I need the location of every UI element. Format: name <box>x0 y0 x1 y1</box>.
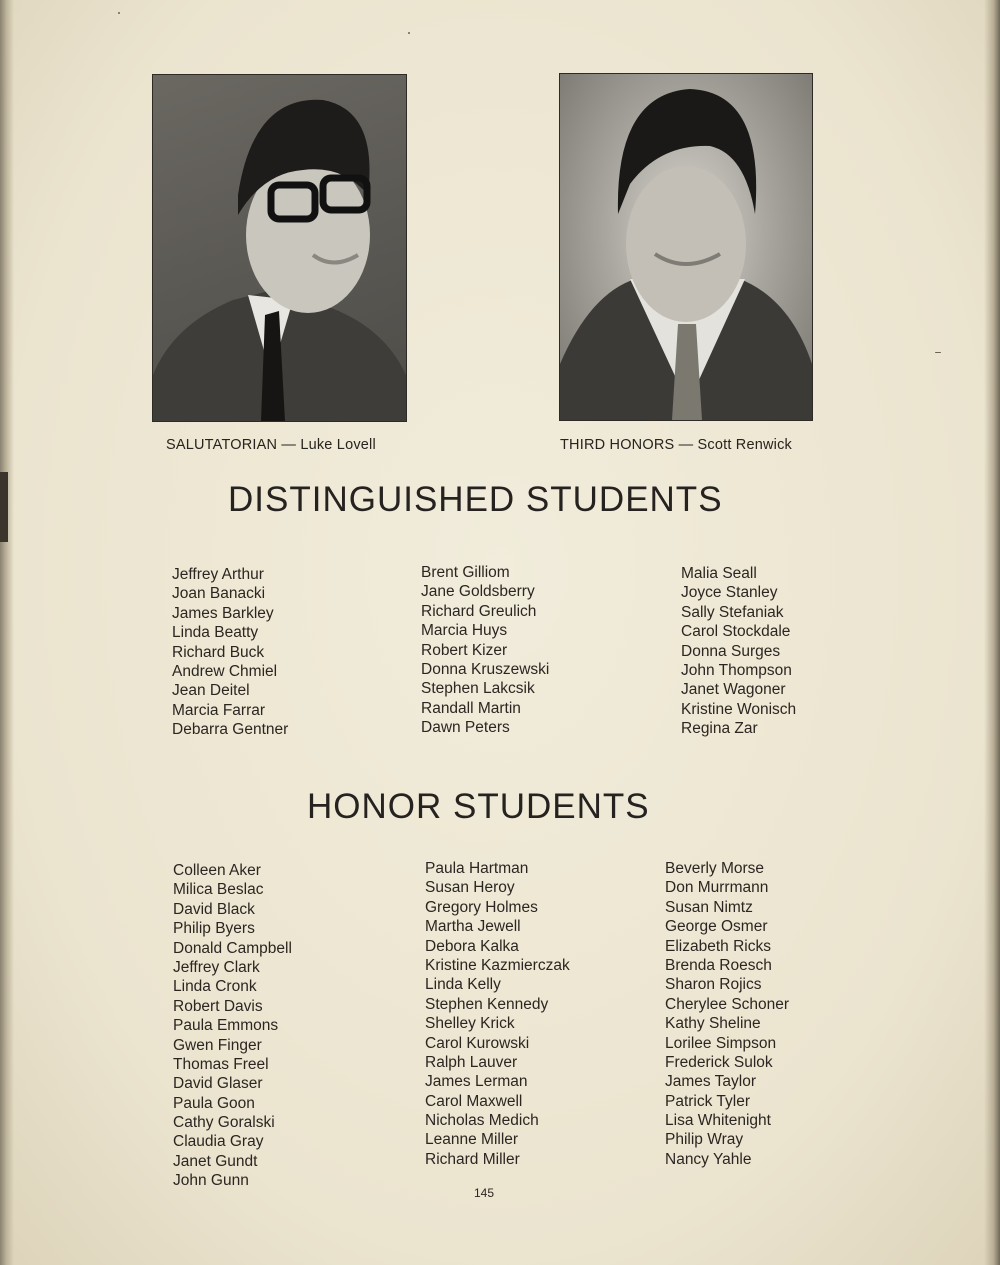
student-name: Claudia Gray <box>173 1133 264 1151</box>
distinguished-heading: DISTINGUISHED STUDENTS <box>228 480 723 519</box>
student-name: Shelley Krick <box>425 1015 515 1033</box>
student-name: Randall Martin <box>421 699 521 717</box>
distinguished-column-1 <box>172 565 288 740</box>
distinguished-column-2 <box>421 563 549 738</box>
salutatorian-caption: SALUTATORIAN — Luke Lovell <box>166 437 376 453</box>
student-name: Kristine Kazmierczak <box>425 956 570 974</box>
student-name: James Barkley <box>172 604 274 622</box>
salutatorian-photo <box>152 74 407 422</box>
student-name: George Osmer <box>665 918 768 936</box>
student-name: Susan Nimtz <box>665 898 753 916</box>
honor-heading: HONOR STUDENTS <box>307 787 650 826</box>
student-name: Kristine Wonisch <box>681 700 797 718</box>
student-name: Susan Heroy <box>425 879 515 897</box>
paper-speck <box>408 32 410 34</box>
student-name: Richard Miller <box>425 1150 520 1168</box>
student-name: Jeffrey Clark <box>173 958 260 976</box>
student-name: Linda Kelly <box>425 976 501 994</box>
student-name: Martha Jewell <box>425 918 521 936</box>
student-name: Patrick Tyler <box>665 1092 750 1110</box>
student-name: Robert Kizer <box>421 641 508 659</box>
student-name: Marcia Huys <box>421 622 508 640</box>
student-name: David Glaser <box>173 1075 263 1093</box>
student-name: Ralph Lauver <box>425 1053 518 1071</box>
student-name: Donna Kruszewski <box>421 660 550 678</box>
student-name: Thomas Freel <box>173 1055 269 1073</box>
paper-speck <box>118 12 120 14</box>
student-name: Carol Kurowski <box>425 1034 530 1052</box>
student-name: Donald Campbell <box>173 939 292 957</box>
student-name: Robert Davis <box>173 997 263 1015</box>
student-name: Dawn Peters <box>421 719 510 737</box>
student-name: Paula Goon <box>173 1094 255 1112</box>
student-name: Colleen Aker <box>173 862 261 879</box>
student-name: Lisa Whitenight <box>665 1112 771 1130</box>
student-name: Richard Greulich <box>421 602 537 620</box>
student-name: Stephen Lakcsik <box>421 680 535 698</box>
paper-speck <box>935 352 941 353</box>
student-name: Debarra Gentner <box>172 721 289 739</box>
student-name: Lorilee Simpson <box>665 1034 777 1052</box>
portrait-silhouette <box>153 75 406 421</box>
student-name: Donna Surges <box>681 642 781 660</box>
student-name: Sharon Rojics <box>665 976 762 994</box>
honor-column-2 <box>425 859 570 1169</box>
student-name: Malia Seall <box>681 565 757 582</box>
student-name: Jean Deitel <box>172 682 250 700</box>
student-name: John Gunn <box>173 1172 249 1190</box>
page-number: 145 <box>474 1186 495 1200</box>
student-name: Philip Byers <box>173 920 255 938</box>
student-name: Jeffrey Arthur <box>172 566 264 583</box>
student-name: Gwen Finger <box>173 1036 262 1054</box>
student-name: Elizabeth Ricks <box>665 937 771 955</box>
student-name: Don Murrmann <box>665 879 769 897</box>
student-name: Stephen Kennedy <box>425 995 549 1013</box>
student-name: Joyce Stanley <box>681 584 778 602</box>
student-name: David Black <box>173 900 255 918</box>
student-name: Janet Gundt <box>173 1152 258 1170</box>
student-name: Brent Gilliom <box>421 564 510 581</box>
student-name: Brenda Roesch <box>665 956 772 974</box>
student-name: Paula Hartman <box>425 860 529 877</box>
honor-column-1 <box>173 861 292 1191</box>
student-name: Leanne Miller <box>425 1131 519 1149</box>
student-name: Nicholas Medich <box>425 1112 539 1130</box>
student-name: James Taylor <box>665 1073 757 1091</box>
student-name: Beverly Morse <box>665 860 765 877</box>
third-honors-caption: THIRD HONORS — Scott Renwick <box>560 437 792 453</box>
student-name: Carol Stockdale <box>681 623 791 641</box>
student-name: Debora Kalka <box>425 937 519 955</box>
student-name: Kathy Sheline <box>665 1015 761 1033</box>
student-name: Richard Buck <box>172 643 265 661</box>
binding-shadow-left <box>0 0 14 1265</box>
student-name: John Thompson <box>681 661 792 679</box>
student-name: Nancy Yahle <box>665 1150 752 1168</box>
portrait-silhouette <box>560 74 812 420</box>
student-name: Marcia Farrar <box>172 701 266 719</box>
student-name: Jane Goldsberry <box>421 583 535 601</box>
distinguished-column-3 <box>681 564 796 739</box>
student-name: Janet Wagoner <box>681 681 786 699</box>
student-name: Linda Beatty <box>172 624 259 642</box>
student-name: James Lerman <box>425 1073 528 1091</box>
student-name: Milica Beslac <box>173 881 264 899</box>
student-name: Frederick Sulok <box>665 1053 773 1071</box>
student-name: Gregory Holmes <box>425 898 538 916</box>
student-name: Philip Wray <box>665 1131 744 1149</box>
student-name: Regina Zar <box>681 720 758 738</box>
student-name: Carol Maxwell <box>425 1092 523 1110</box>
student-name: Andrew Chmiel <box>172 662 278 680</box>
student-name: Paula Emmons <box>173 1017 279 1035</box>
student-name: Cathy Goralski <box>173 1114 275 1132</box>
third-honors-photo <box>559 73 813 421</box>
page-edge-right <box>984 0 1000 1265</box>
student-name: Joan Banacki <box>172 585 266 603</box>
binding-tab <box>0 472 8 542</box>
student-name: Cherylee Schoner <box>665 995 790 1013</box>
student-name: Linda Cronk <box>173 978 257 996</box>
honor-column-3 <box>665 859 789 1169</box>
student-name: Sally Stefaniak <box>681 603 784 621</box>
